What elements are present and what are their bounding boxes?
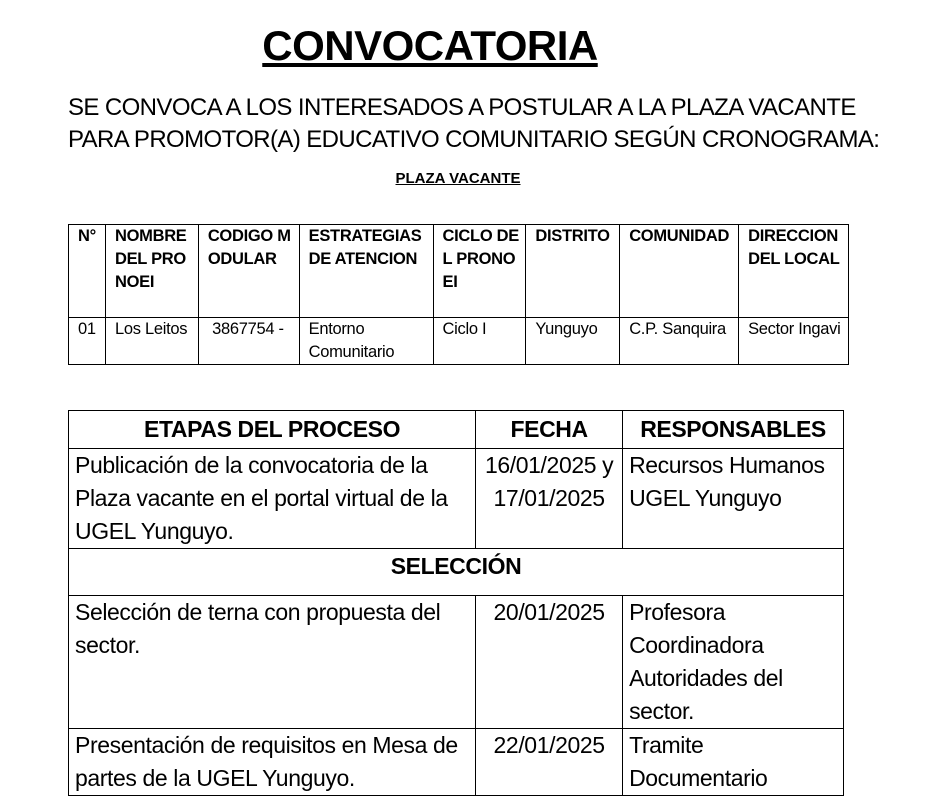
cell-codigo: 3867754 -: [198, 318, 299, 365]
header-distrito: DISTRITO: [526, 225, 620, 318]
etapa-cell: Presentación de requisitos en Mesa de partes de la UGEL Yunguyo.: [69, 729, 476, 796]
intro-paragraph: [68, 92, 880, 156]
vacancy-table: [68, 224, 849, 365]
header-numero: N°: [69, 225, 106, 318]
fecha-cell: 22/01/2025: [476, 729, 623, 796]
fecha-cell: 16/01/2025 y 17/01/2025: [476, 449, 623, 549]
header-codigo: CODIGO MODULAR: [198, 225, 299, 318]
header-responsables: RESPONSABLES: [623, 411, 844, 449]
responsables-cell: Tramite Documentario: [623, 729, 844, 796]
cell-comunidad: C.P. Sanquira: [620, 318, 739, 365]
cell-ciclo: Ciclo I: [433, 318, 526, 365]
vacancy-header-row: [69, 225, 849, 318]
section-row: [69, 549, 844, 596]
header-comunidad: COMUNIDAD: [620, 225, 739, 318]
responsables-cell: Profesora Coordinadora Autoridades del sector.: [623, 596, 844, 729]
section-seleccion: SELECCIÓN: [69, 549, 844, 596]
responsables-cell: Recursos Humanos UGEL Yunguyo: [623, 449, 844, 549]
intro-line-2: PARA PROMOTOR(A) EDUCATIVO COMUNITARIO SEGÚN CRONOGRAMA:: [68, 126, 880, 153]
cell-nombre: Los Leitos: [105, 318, 198, 365]
etapa-cell: Publicación de la convocatoria de la Plaza vacante en el portal virtual de la UGEL Yunguyo.: [69, 449, 476, 549]
table-row: [69, 449, 844, 549]
header-etapas: ETAPAS DEL PROCESO: [69, 411, 476, 449]
vacancy-row: [69, 318, 849, 365]
header-estrategias: ESTRATEGIAS DE ATENCION: [299, 225, 433, 318]
cell-numero: 01: [69, 318, 106, 365]
fecha-cell: 20/01/2025: [476, 596, 623, 729]
cell-direccion: Sector Ingavi: [739, 318, 849, 365]
schedule-header-row: [69, 411, 844, 449]
etapa-cell: Selección de terna con propuesta del sector.: [69, 596, 476, 729]
cell-estrategia: Entorno Comunitario: [299, 318, 433, 365]
plaza-vacante-heading: PLAZA VACANTE: [395, 170, 521, 187]
cell-distrito: Yunguyo: [526, 318, 620, 365]
page-title: CONVOCATORIA: [262, 22, 598, 69]
intro-line-1: SE CONVOCA A LOS INTERESADOS A POSTULAR A LA PLAZA VACANTE: [68, 94, 856, 121]
schedule-table: [68, 410, 844, 796]
table-row: [69, 729, 844, 796]
header-ciclo: CICLO DEL PRONOEI: [433, 225, 526, 318]
header-nombre: NOMBRE DEL PRONOEI: [105, 225, 198, 318]
table-row: [69, 596, 844, 729]
header-fecha: FECHA: [476, 411, 623, 449]
header-direccion: DIRECCION DEL LOCAL: [739, 225, 849, 318]
